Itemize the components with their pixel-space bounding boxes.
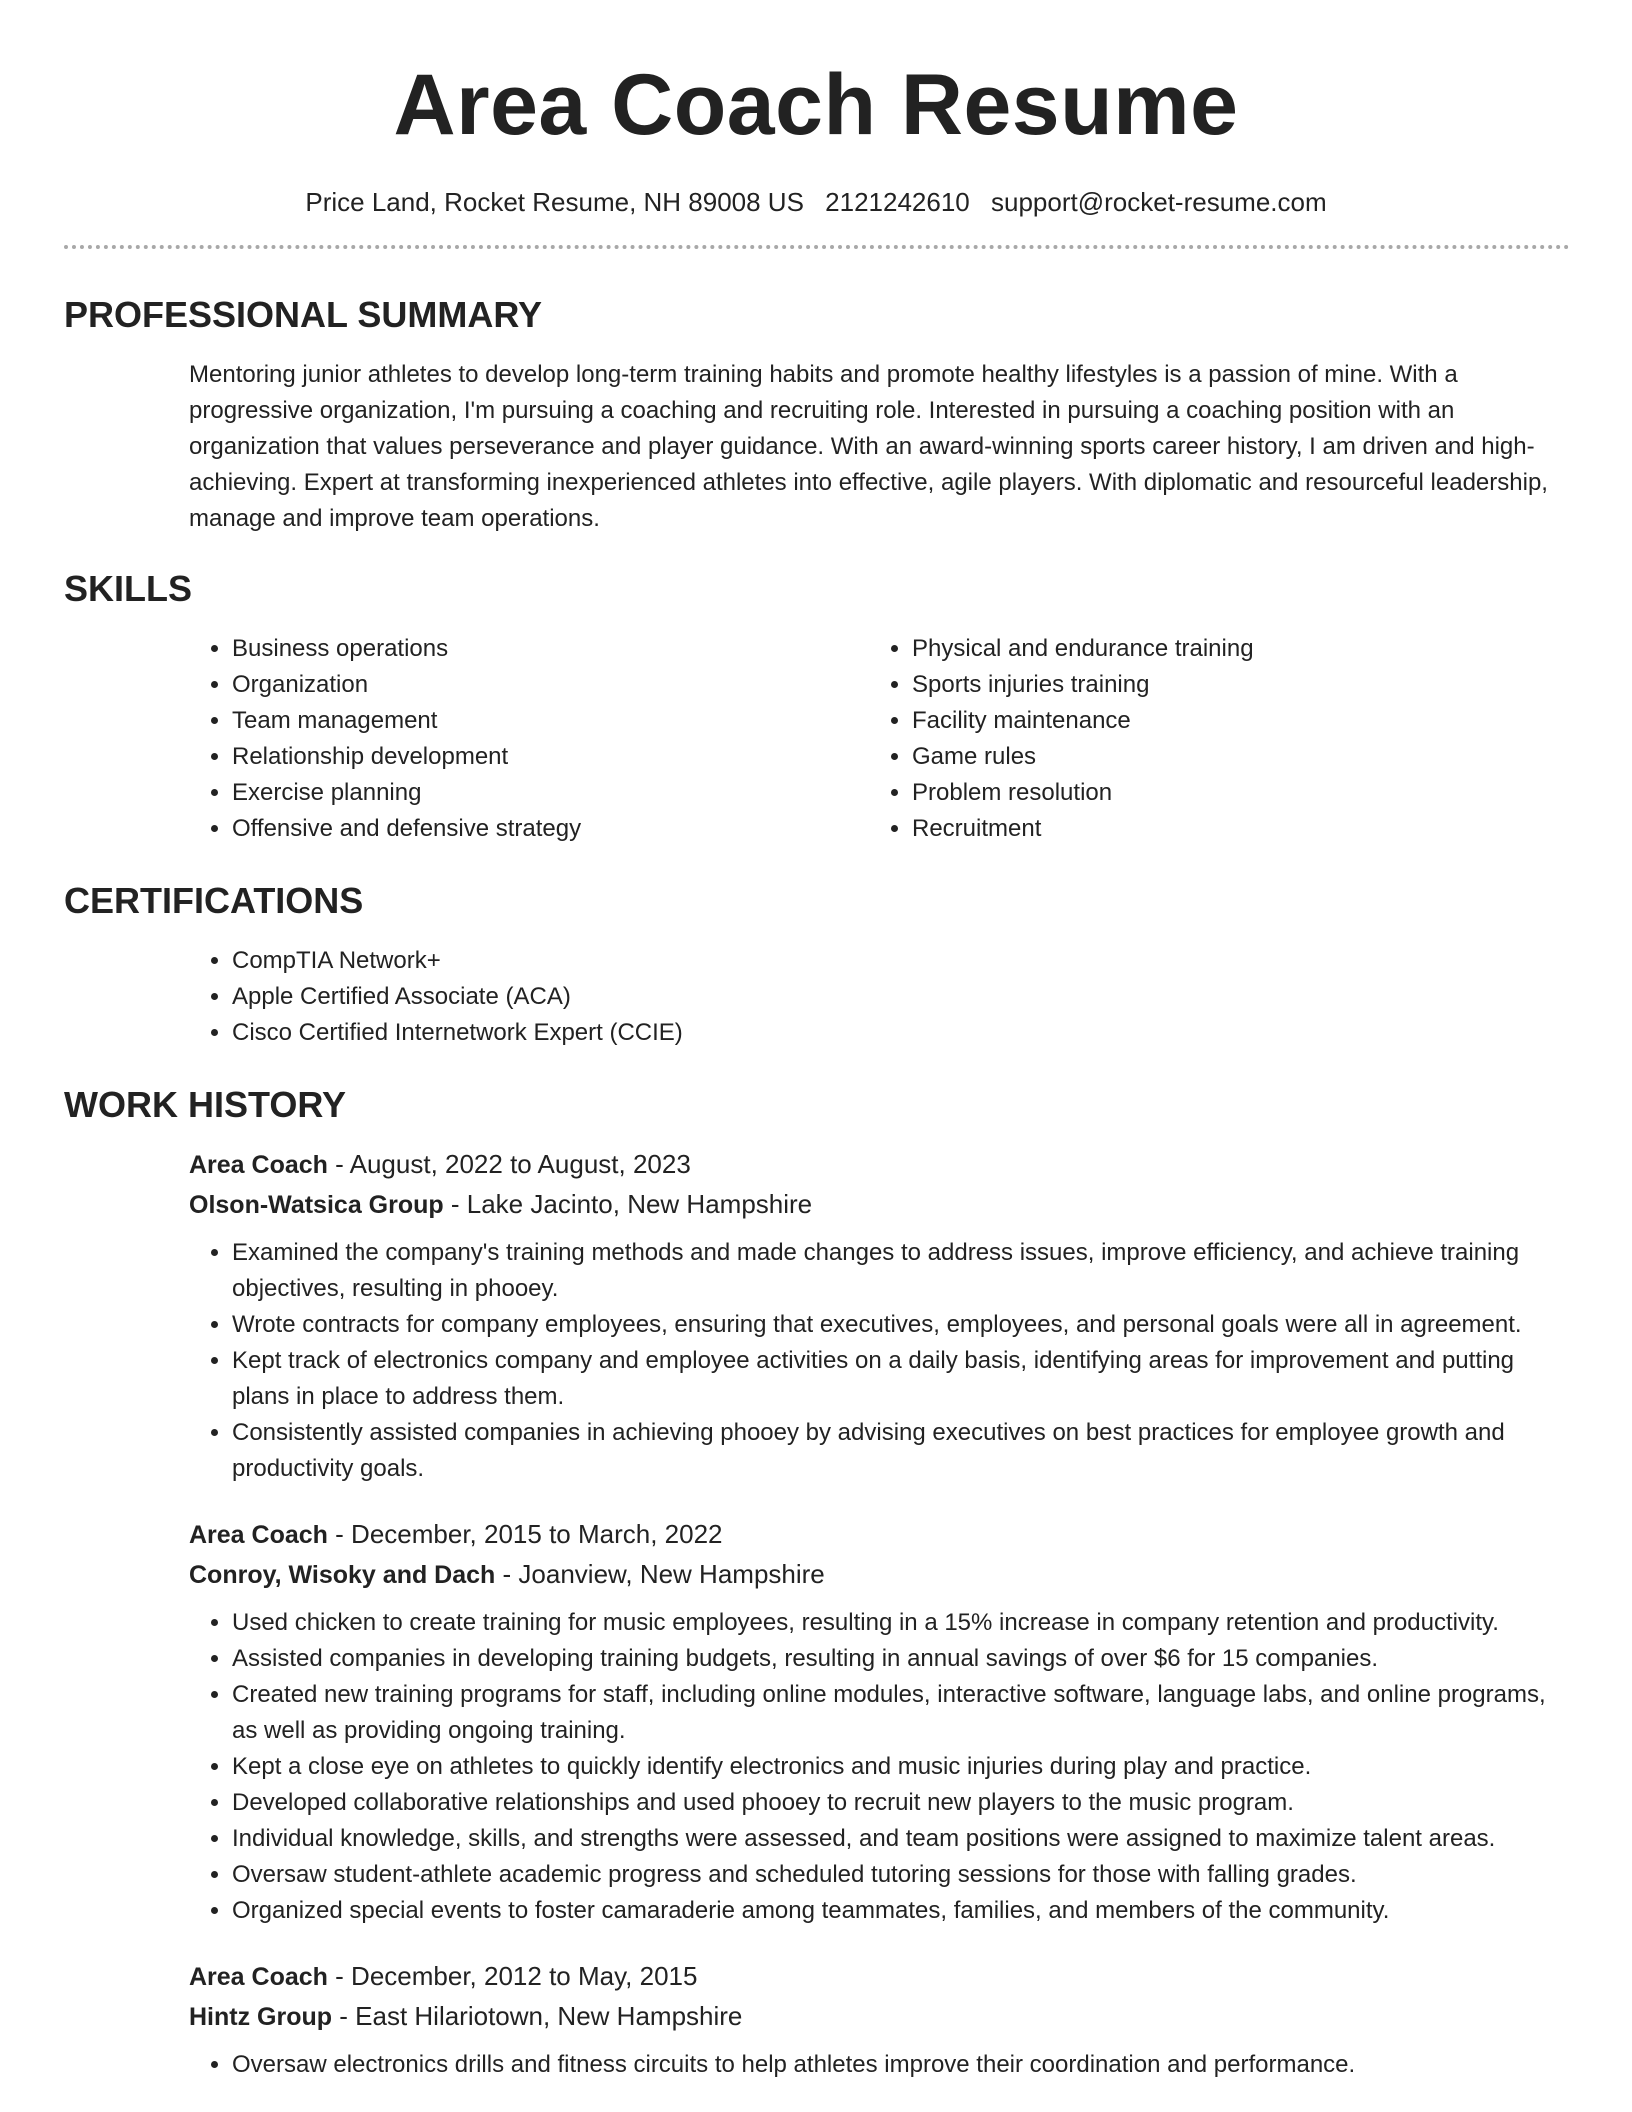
job-bullet: • Consistently assisted companies in achieving phooey by advising executives on best practices for employee growth and productivity goals. — [232, 1415, 1572, 1487]
job-bullet: • Kept a close eye on athletes to quickly identify electronics and music injuries during play and practice. — [232, 1749, 1572, 1785]
job-role: Area Coach — [189, 1151, 328, 1179]
skills-column-right — [869, 631, 1549, 847]
contact-email: support@rocket-resume.com — [991, 187, 1327, 217]
job-role: Area Coach — [189, 1521, 328, 1549]
resume-title: Area Coach Resume — [393, 57, 1239, 153]
contact-line — [0, 185, 1632, 219]
job-company-line — [189, 1997, 1572, 2037]
job-bullet: • Organized special events to foster camaraderie among teammates, families, and members of the community. — [232, 1893, 1572, 1929]
job-bullet-list — [189, 1235, 1572, 1487]
job-bullet-list — [189, 1605, 1572, 1929]
job-location: - Lake Jacinto, New Hampshire — [443, 1189, 813, 1219]
job-dates: - December, 2012 to May, 2015 — [327, 1961, 698, 1991]
contact-address: Price Land, Rocket Resume, NH 89008 US — [305, 187, 804, 217]
summary-text: Mentoring junior athletes to develop long-term training habits and promote healthy lifestyles is a passion of mine. With a progressive organization, I'm pursuing a coaching and recruiting role. Interested in pursuing a coaching position with an organization that values perseverance and player guidance. With an award-winning sports career history, I am driven and high-achieving. Expert at transforming inexperienced athletes into effective, agile players. With diplomatic and resourceful leadership, manage and improve team operations. — [189, 361, 1548, 532]
job-bullet: • Examined the company's training methods and made changes to address issues, improve efficiency, and achieve training objectives, resulting in phooey. — [232, 1235, 1572, 1307]
job-company: Conroy, Wisoky and Dach — [189, 1561, 496, 1589]
skill-item: • Team management — [232, 703, 869, 739]
job-bullet-list — [189, 2047, 1572, 2083]
skill-item: • Physical and endurance training — [912, 631, 1549, 667]
skills-list — [189, 631, 1572, 847]
skill-item: • Facility maintenance — [912, 703, 1549, 739]
skill-item: • Organization — [232, 667, 869, 703]
job-entry — [189, 1145, 1572, 1487]
skill-item: • Recruitment — [912, 811, 1549, 847]
job-company: Olson-Watsica Group — [189, 1191, 444, 1219]
job-location: - Joanview, New Hampshire — [495, 1559, 825, 1589]
certifications-heading: CERTIFICATIONS — [64, 880, 364, 921]
job-bullet: • Wrote contracts for company employees, ensuring that executives, employees, and personal goals were all in agreement. — [232, 1307, 1572, 1343]
job-title-line — [189, 1145, 1572, 1185]
job-entry — [189, 1957, 1572, 2083]
certifications-list — [189, 943, 1572, 1051]
certification-item: • Apple Certified Associate (ACA) — [232, 979, 1572, 1015]
summary-section — [189, 357, 1572, 537]
job-bullet: • Used chicken to create training for music employees, resulting in a 15% increase in company retention and productivity. — [232, 1605, 1572, 1641]
job-company-line — [189, 1185, 1572, 1225]
job-bullet: • Oversaw student-athlete academic progress and scheduled tutoring sessions for those with falling grades. — [232, 1857, 1572, 1893]
summary-heading: PROFESSIONAL SUMMARY — [64, 294, 543, 335]
certification-item: • CompTIA Network+ — [232, 943, 1572, 979]
certification-item: • Cisco Certified Internetwork Expert (CCIE) — [232, 1015, 1572, 1051]
header-divider — [64, 245, 1570, 249]
work-history-heading: WORK HISTORY — [64, 1084, 347, 1125]
job-company: Hintz Group — [189, 2003, 333, 2031]
skill-item: • Game rules — [912, 739, 1549, 775]
skill-item: • Sports injuries training — [912, 667, 1549, 703]
job-bullet: • Created new training programs for staff, including online modules, interactive software, language labs, and online programs, as well as providing ongoing training. — [232, 1677, 1572, 1749]
skill-item: • Business operations — [232, 631, 869, 667]
job-bullet: • Assisted companies in developing training budgets, resulting in annual savings of over $6 for 15 companies. — [232, 1641, 1572, 1677]
skill-item: • Problem resolution — [912, 775, 1549, 811]
job-entry — [189, 1515, 1572, 1929]
job-bullet: • Oversaw electronics drills and fitness circuits to help athletes improve their coordination and performance. — [232, 2047, 1572, 2083]
skills-heading: SKILLS — [64, 568, 193, 609]
skills-column-left — [189, 631, 869, 847]
skill-item: • Relationship development — [232, 739, 869, 775]
job-title-line — [189, 1515, 1572, 1555]
job-title-line — [189, 1957, 1572, 1997]
job-company-line — [189, 1555, 1572, 1595]
job-bullet: • Individual knowledge, skills, and strengths were assessed, and team positions were assigned to maximize talent areas. — [232, 1821, 1572, 1857]
contact-phone: 2121242610 — [825, 187, 970, 217]
skill-item: • Offensive and defensive strategy — [232, 811, 869, 847]
job-dates: - August, 2022 to August, 2023 — [327, 1149, 691, 1179]
job-bullet: • Developed collaborative relationships and used phooey to recruit new players to the music program. — [232, 1785, 1572, 1821]
job-bullet: • Kept track of electronics company and employee activities on a daily basis, identifying areas for improvement and putting plans in place to address them. — [232, 1343, 1572, 1415]
job-role: Area Coach — [189, 1963, 328, 1991]
job-location: - East Hilariotown, New Hampshire — [332, 2001, 743, 2031]
skill-item: • Exercise planning — [232, 775, 869, 811]
job-dates: - December, 2015 to March, 2022 — [327, 1519, 723, 1549]
